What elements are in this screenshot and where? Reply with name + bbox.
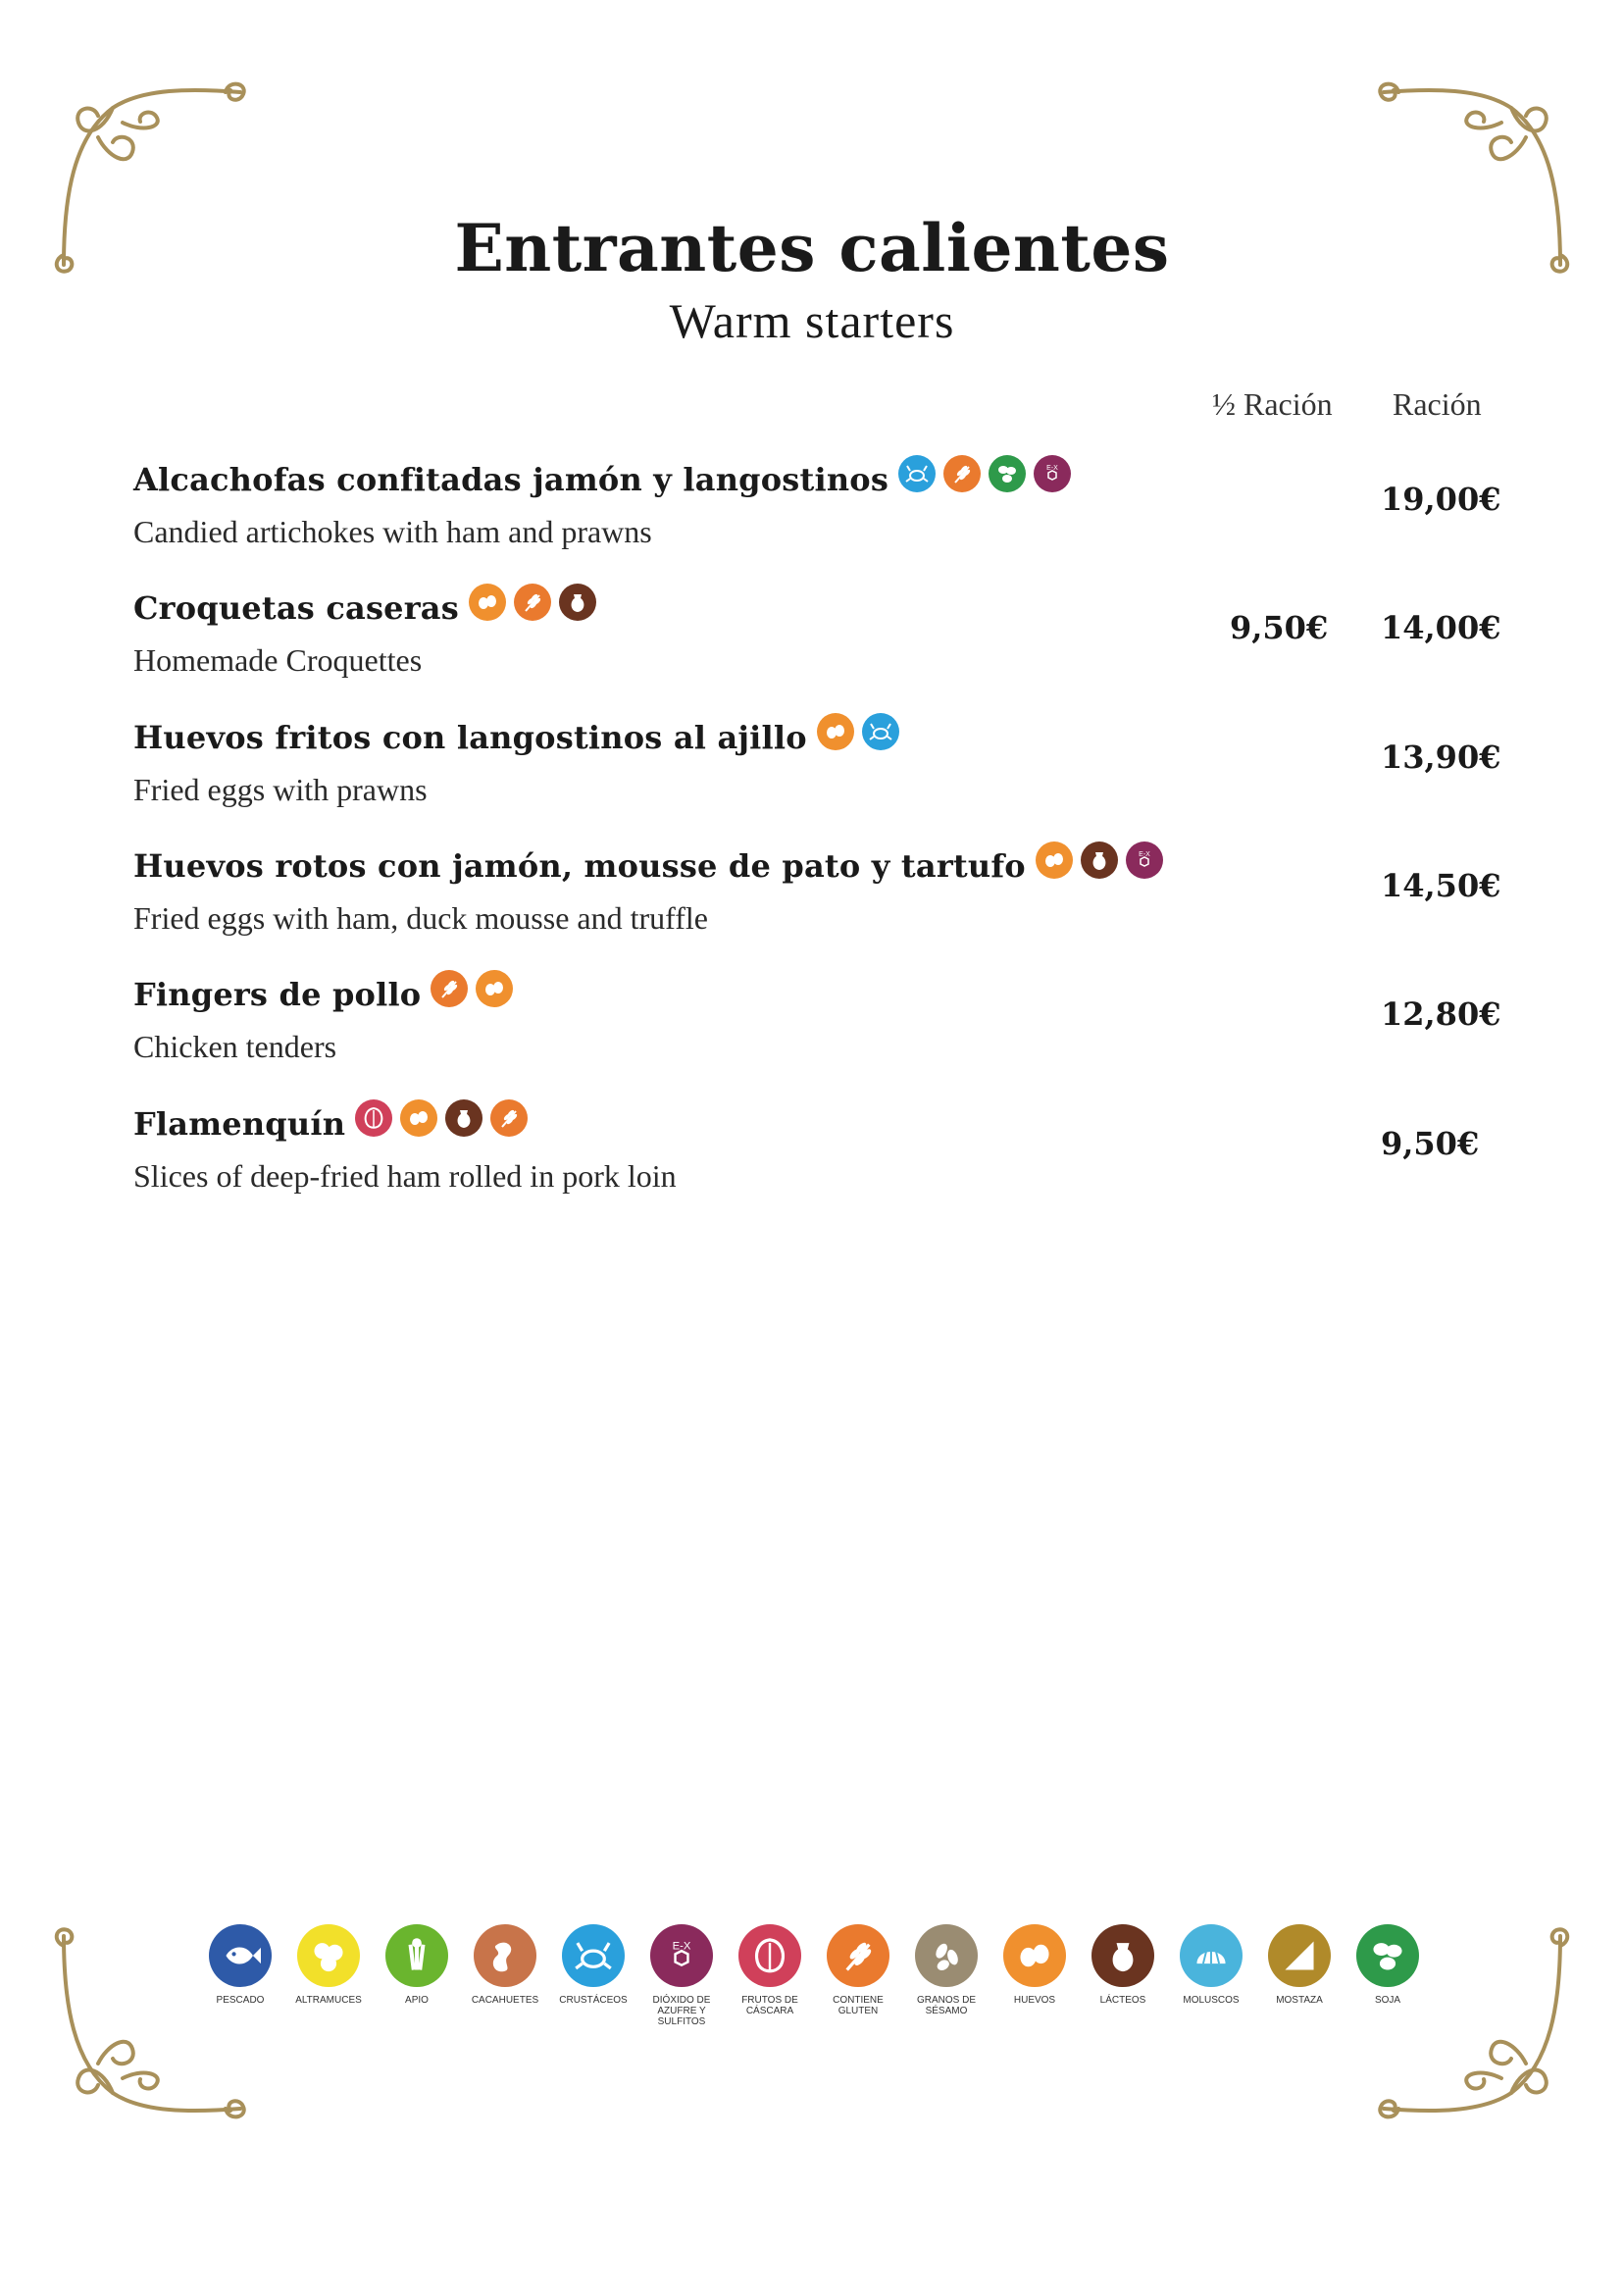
legend-item <box>1167 1924 1255 2016</box>
legend-label: MOSTAZA <box>1276 1995 1323 2006</box>
item-name: Huevos fritos con langostinos al ajillo <box>133 719 807 756</box>
svg-text:E-X: E-X <box>1046 465 1058 472</box>
legend-label: DIÓXIDO DE AZUFRE Y SULFITOS <box>652 1995 711 2027</box>
soy-icon <box>1356 1924 1419 1987</box>
item-description: Homemade Croquettes <box>133 642 423 678</box>
item-description: Chicken tenders <box>133 1029 337 1064</box>
item-name: Fingers de pollo <box>133 976 422 1013</box>
huevos-icon <box>476 970 513 1007</box>
huevos-icon <box>817 713 854 750</box>
legend-label: APIO <box>405 1995 429 2006</box>
item-description: Slices of deep-fried ham rolled in pork loin <box>133 1158 677 1194</box>
fish-icon <box>209 1924 272 1987</box>
legend-item <box>373 1924 461 2016</box>
huevos-icon <box>1036 841 1073 879</box>
legend-item <box>726 1924 814 2016</box>
legend-label: HUEVOS <box>1013 1995 1056 2006</box>
item-name: Flamenquín <box>133 1105 346 1143</box>
gluten-icon <box>490 1099 528 1137</box>
svg-text:E-X: E-X <box>1139 851 1150 858</box>
allergen-icons <box>469 584 596 621</box>
crustaceos-icon <box>898 455 936 492</box>
page-subtitle: Warm starters <box>669 293 955 348</box>
milk-jug-icon <box>1091 1924 1154 1987</box>
gluten-icon <box>943 455 981 492</box>
price-full: 13,90€ <box>1381 739 1501 776</box>
menu-item <box>133 976 1506 1084</box>
huevos-icon <box>469 584 506 621</box>
allergen-icons <box>355 1099 528 1137</box>
allergen-icons <box>898 455 1071 492</box>
price-full: 9,50€ <box>1381 1125 1480 1162</box>
mustard-icon <box>1268 1924 1331 1987</box>
legend-label: ALTRAMUCES <box>295 1995 362 2006</box>
legend-label: SOJA <box>1374 1995 1401 2006</box>
column-header-full: Ración <box>1393 386 1482 422</box>
item-description: Fried eggs with prawns <box>133 772 428 807</box>
column-header-half: ½ Ración <box>1212 386 1333 422</box>
page-title: Entrantes calientes <box>454 210 1170 286</box>
allergen-legend <box>196 1924 1432 2027</box>
legend-label: CONTIENE GLUTEN <box>833 1995 884 2016</box>
menu-item <box>133 719 1506 827</box>
legend-item <box>814 1924 902 2016</box>
item-description: Fried eggs with ham, duck mousse and truffle <box>133 900 708 936</box>
gluten-icon <box>431 970 468 1007</box>
peanut-icon <box>474 1924 536 1987</box>
legend-label: FRUTOS DE CÁSCARA <box>741 1995 798 2016</box>
legend-label: LÁCTEOS <box>1099 1995 1146 2006</box>
huevos-icon <box>400 1099 437 1137</box>
sesame-icon <box>915 1924 978 1987</box>
lupin-icon <box>297 1924 360 1987</box>
price-full: 14,00€ <box>1381 609 1501 646</box>
legend-item <box>549 1924 637 2016</box>
item-name: Huevos rotos con jamón, mousse de pato y tartufo <box>133 847 1026 885</box>
legend-label: CRUSTÁCEOS <box>559 1995 628 2006</box>
dioxido-icon <box>1034 455 1071 492</box>
sulphite-icon <box>650 1924 713 1987</box>
legend-item <box>1079 1924 1167 2016</box>
legend-item <box>284 1924 373 2016</box>
legend-label: CACAHUETES <box>471 1995 539 2006</box>
legend-item <box>461 1924 549 2016</box>
item-name: Alcachofas confitadas jamón y langostinos <box>133 461 889 498</box>
crab-icon <box>562 1924 625 1987</box>
price-full: 12,80€ <box>1381 995 1501 1033</box>
legend-label: GRANOS DE SÉSAMO <box>916 1995 976 2016</box>
price-half: 9,50€ <box>1230 609 1329 646</box>
lacteos-icon <box>559 584 596 621</box>
allergen-icons <box>431 970 513 1007</box>
shell-icon <box>1180 1924 1243 1987</box>
gluten-icon <box>514 584 551 621</box>
menu-item <box>133 1105 1506 1213</box>
dioxido-icon <box>1126 841 1163 879</box>
frutos-cascara-icon <box>355 1099 392 1137</box>
wheat-icon <box>827 1924 889 1987</box>
egg-icon <box>1003 1924 1066 1987</box>
celery-icon <box>385 1924 448 1987</box>
nut-icon <box>738 1924 801 1987</box>
menu-item <box>133 847 1506 955</box>
lacteos-icon <box>445 1099 482 1137</box>
item-description: Candied artichokes with ham and prawns <box>133 514 652 549</box>
legend-label: MOLUSCOS <box>1183 1995 1240 2006</box>
svg-text:E-X: E-X <box>672 1940 691 1953</box>
price-full: 19,00€ <box>1381 481 1501 518</box>
legend-item <box>1344 1924 1432 2016</box>
crustaceos-icon <box>862 713 899 750</box>
soja-icon <box>989 455 1026 492</box>
legend-label: PESCADO <box>216 1995 265 2006</box>
menu-item <box>133 589 1506 697</box>
allergen-icons <box>1036 841 1163 879</box>
lacteos-icon <box>1081 841 1118 879</box>
price-full: 14,50€ <box>1381 867 1501 904</box>
allergen-icons <box>817 713 899 750</box>
legend-item <box>990 1924 1079 2016</box>
legend-item <box>902 1924 990 2016</box>
legend-item <box>1255 1924 1344 2016</box>
legend-item <box>196 1924 284 2016</box>
menu-item <box>133 461 1506 569</box>
item-name: Croquetas caseras <box>133 589 459 627</box>
legend-item <box>637 1924 726 2027</box>
